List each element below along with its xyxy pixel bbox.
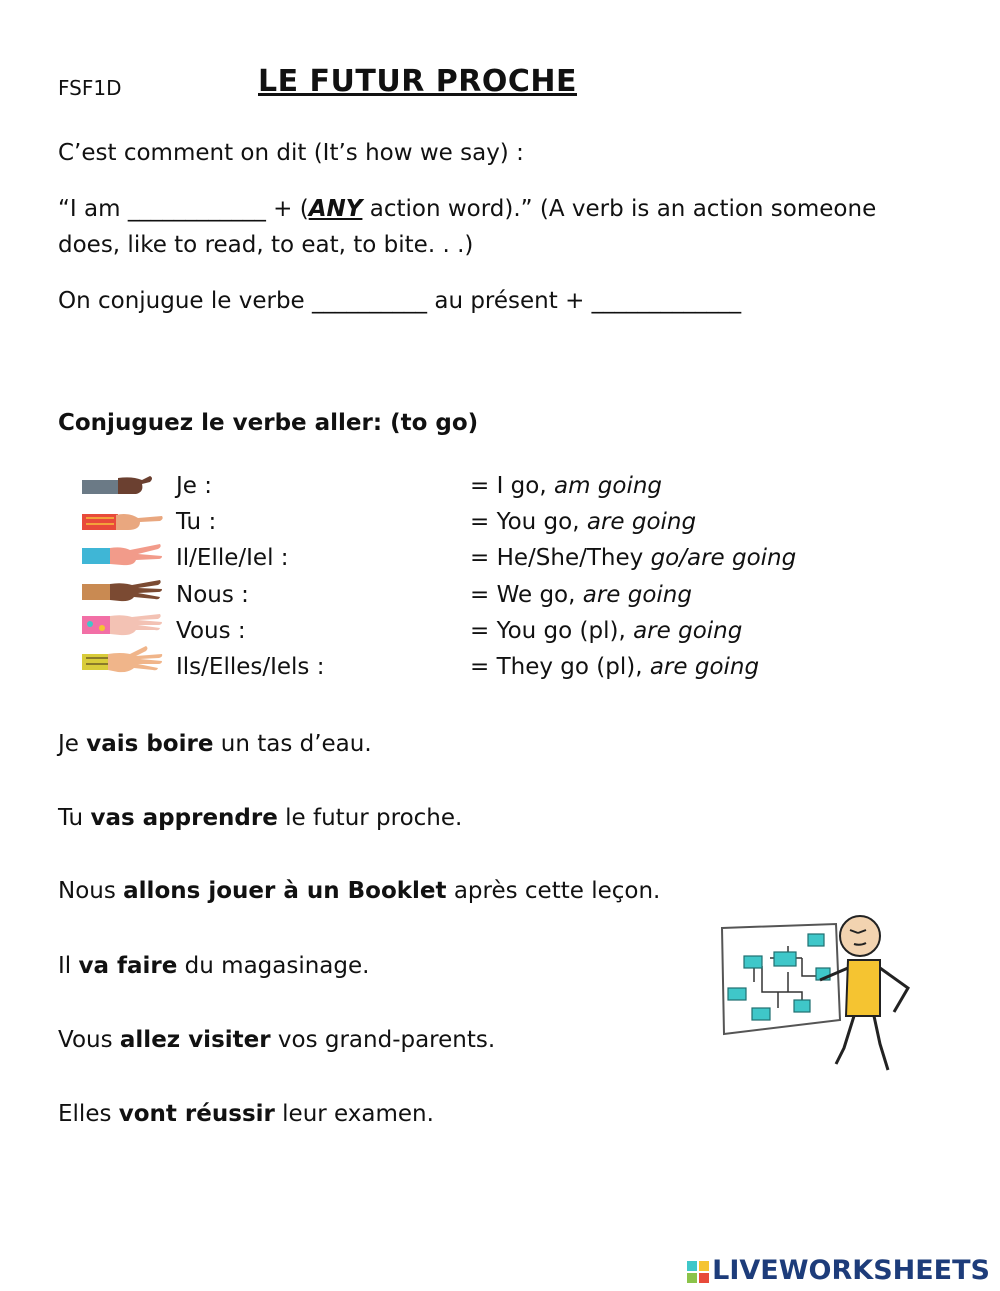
example-post: le futur proche.: [277, 805, 463, 831]
conjugation-heading: Conjuguez le verbe aller: (to go): [58, 410, 479, 436]
example-sentence: [58, 803, 462, 833]
example-post: vos grand-parents.: [270, 1027, 496, 1053]
example-pre: Il: [58, 953, 79, 979]
translation-italic: are going: [633, 618, 743, 644]
hand-two-icon: [82, 506, 166, 536]
intro-line-2-a: “I am: [58, 196, 121, 222]
hand-six-icon: [82, 646, 166, 676]
hand-one-icon: [82, 470, 166, 500]
pronoun-ils-elles-iels: Ils/Elles/Iels :: [176, 654, 325, 680]
translation-row: [470, 543, 796, 573]
example-sentence: [58, 951, 369, 981]
planning-figure-illustration: [716, 912, 922, 1080]
liveworksheets-logo: [687, 1255, 990, 1286]
any-emphasis: ANY: [308, 196, 363, 222]
translation-italic: go/are going: [650, 545, 797, 571]
translation-italic: are going: [649, 654, 760, 680]
intro-line-4: [58, 286, 741, 316]
example-verb: allez visiter: [119, 1027, 271, 1053]
translation-italic: are going: [582, 582, 692, 608]
intro-line-2-b: + (: [265, 196, 309, 222]
example-post: leur examen.: [274, 1101, 434, 1127]
liveworksheets-logo-text: LIVEWORKSHEETS: [712, 1255, 990, 1286]
translation-row: [470, 471, 662, 501]
example-post: un tas d’eau.: [213, 731, 372, 757]
example-sentence: [58, 729, 372, 759]
intro-line-4-a: On conjugue le verbe: [58, 288, 305, 314]
hand-five-icon: [82, 610, 166, 640]
example-verb: allons jouer à un Booklet: [123, 878, 447, 904]
blank-1: ____________: [127, 196, 266, 222]
pronoun-il-elle-iel: Il/Elle/Iel :: [176, 545, 289, 571]
example-pre: Je: [58, 731, 87, 757]
translation-row: [470, 507, 696, 537]
hand-three-icon: [82, 540, 166, 570]
example-verb: vais boire: [86, 731, 214, 757]
blank-2: __________: [312, 288, 428, 314]
translation-plain: = You go (pl),: [470, 618, 634, 644]
translation-plain: = You go,: [470, 509, 587, 535]
example-pre: Nous: [58, 878, 124, 904]
example-verb: va faire: [78, 953, 178, 979]
example-pre: Tu: [58, 805, 91, 831]
translation-plain: = We go,: [470, 582, 583, 608]
example-pre: Elles: [58, 1101, 119, 1127]
translation-row: [470, 580, 692, 610]
liveworksheets-logo-icon: [687, 1261, 709, 1283]
example-pre: Vous: [58, 1027, 120, 1053]
course-code: FSF1D: [58, 76, 122, 100]
page-title: LE FUTUR PROCHE: [258, 64, 577, 99]
pronoun-tu: Tu :: [176, 509, 217, 535]
example-post: après cette leçon.: [446, 878, 661, 904]
translation-italic: are going: [586, 509, 697, 535]
translation-plain: = They go (pl),: [470, 654, 650, 680]
translation-plain: = I go,: [470, 473, 554, 499]
example-sentence: [58, 876, 660, 906]
example-sentence: [58, 1099, 434, 1129]
intro-line-4-b: au présent +: [434, 288, 585, 314]
intro-line-2-c: action word).” (A verb is an action someone: [362, 196, 877, 222]
pronoun-nous: Nous :: [176, 582, 249, 608]
intro-line-2: [58, 194, 876, 224]
blank-3: _____________: [591, 288, 742, 314]
example-post: du magasinage.: [177, 953, 370, 979]
intro-line-1: C’est comment on dit (It’s how we say) :: [58, 140, 524, 166]
example-sentence: [58, 1025, 495, 1055]
translation-row: [470, 616, 742, 646]
hand-four-icon: [82, 576, 166, 606]
pronoun-je: Je :: [176, 473, 212, 499]
pronoun-vous: Vous :: [176, 618, 246, 644]
translation-italic: am going: [553, 473, 663, 499]
translation-row: [470, 652, 759, 682]
example-verb: vont réussir: [118, 1101, 275, 1127]
intro-line-3: does, like to read, to eat, to bite. . .): [58, 232, 474, 258]
example-verb: vas apprendre: [90, 805, 278, 831]
translation-plain: = He/She/They: [470, 545, 651, 571]
